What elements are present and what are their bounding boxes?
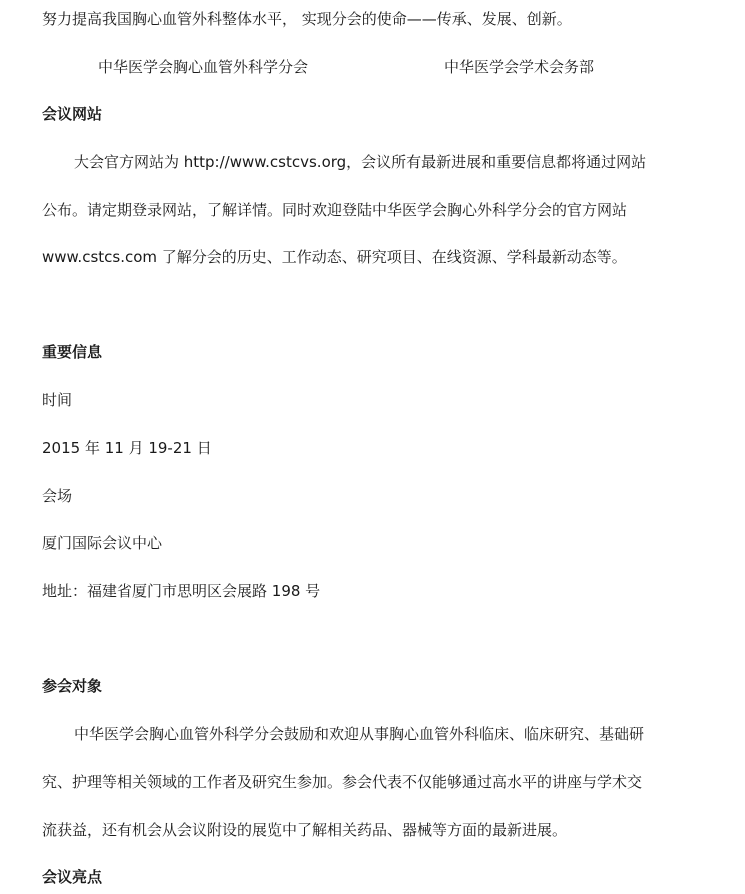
venue-label: 会场 bbox=[42, 487, 73, 505]
attendees-line-3: 流获益，还有机会从会议附设的展览中了解相关药品、器械等方面的最新进展。 bbox=[42, 821, 568, 839]
attendees-line-1: 中华医学会胸心血管外科学分会鼓励和欢迎从事胸心血管外科临床、临床研究、基础研 bbox=[74, 725, 645, 743]
website-line-1: 大会官方网站为 http://www.cstcvs.org，会议所有最新进展和重要信息都将通过网站 bbox=[74, 153, 647, 171]
website-line-3: www.cstcs.com 了解分会的历史、工作动态、研究项目、在线资源、学科最新动态等。 bbox=[42, 248, 627, 266]
time-label: 时间 bbox=[42, 391, 73, 409]
info-heading: 重要信息 bbox=[42, 343, 103, 361]
signature-right: 中华医学会学术会务部 bbox=[444, 58, 595, 76]
attendees-heading: 参会对象 bbox=[42, 677, 103, 695]
time-value: 2015 年 11 月 19-21 日 bbox=[42, 439, 212, 457]
address: 地址：福建省厦门市思明区会展路 198 号 bbox=[42, 582, 321, 600]
intro-last-line: 努力提高我国胸心血管外科整体水平， 实现分会的使命——传承、发展、创新。 bbox=[42, 10, 572, 28]
website-line-2: 公布。请定期登录网站，了解详情。同时欢迎登陆中华医学会胸心外科学分会的官方网站 bbox=[42, 201, 628, 219]
attendees-line-2: 究、护理等相关领域的工作者及研究生参加。参会代表不仅能够通过高水平的讲座与学术交 bbox=[42, 773, 643, 791]
venue-value: 厦门国际会议中心 bbox=[42, 534, 163, 552]
highlights-heading: 会议亮点 bbox=[42, 868, 103, 886]
website-heading: 会议网站 bbox=[42, 105, 103, 123]
signature-left: 中华医学会胸心血管外科学分会 bbox=[98, 58, 309, 76]
